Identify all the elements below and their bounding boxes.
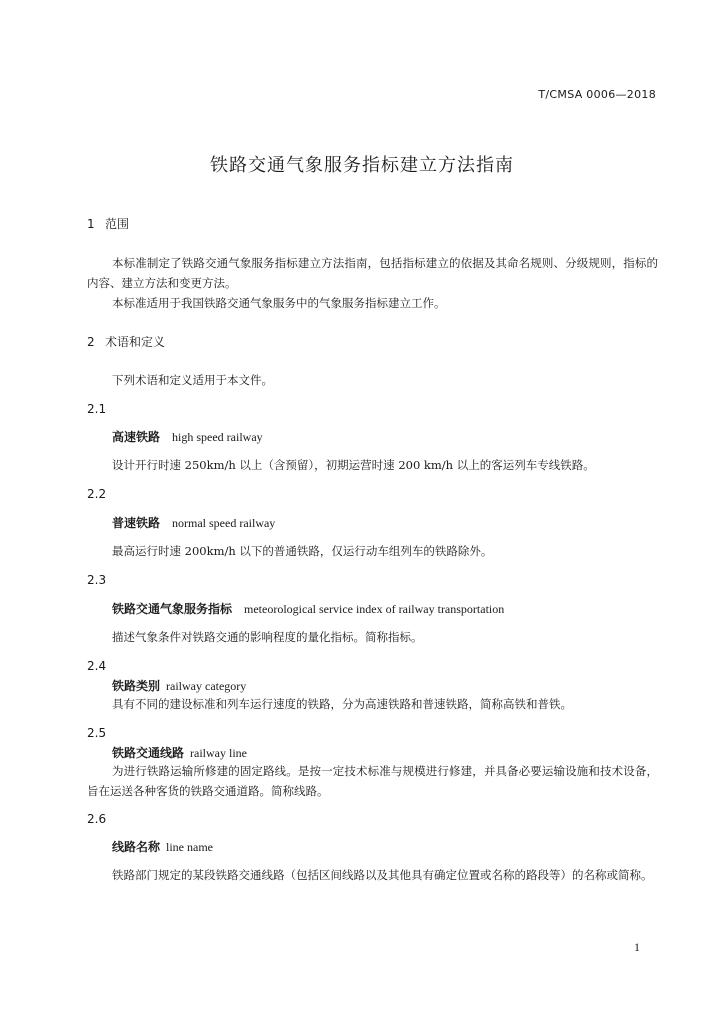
term-english: railway line — [190, 746, 247, 760]
term-english: normal speed railway — [172, 516, 276, 530]
term-chinese: 线路名称 — [112, 840, 161, 854]
term-entry — [112, 428, 263, 445]
term-english: meteorological service index of railway transportation — [244, 602, 505, 616]
clause-number: 2.3 — [87, 573, 107, 587]
document-title: 铁路交通气象服务指标建立方法指南 — [210, 155, 514, 176]
term-entry — [112, 514, 275, 531]
term-english: high speed railway — [172, 430, 263, 444]
standard-code: T/CMSA 0006—2018 — [538, 88, 656, 101]
section-1-paragraph-2: 本标准适用于我国铁路交通气象服务中的气象服务指标建立工作。 — [112, 296, 446, 310]
term-chinese: 高速铁路 — [112, 430, 161, 444]
section-number: 2 — [87, 335, 95, 349]
term-entry — [112, 744, 247, 761]
clause-number: 2.5 — [87, 726, 107, 740]
term-definition: 铁路部门规定的某段铁路交通线路（包括区间线路以及其他具有确定位置或名称的路段等）的名称或简称。 — [112, 868, 653, 882]
term-entry — [112, 600, 504, 617]
term-entry — [112, 677, 246, 694]
section-number: 1 — [87, 217, 95, 231]
section-2-paragraph-1: 下列术语和定义适用于本文件。 — [112, 373, 273, 387]
term-entry — [112, 838, 213, 855]
term-definition: 描述气象条件对铁路交通的影响程度的量化指标。简称指标。 — [112, 630, 423, 644]
section-title: 范围 — [105, 217, 130, 231]
clause-number: 2.6 — [87, 812, 107, 826]
term-chinese: 铁路交通气象服务指标 — [112, 602, 233, 616]
term-definition: 设计开行时速 250km/h 以上（含预留），初期运营时速 200 km/h 以上的客运列车专线铁路。 — [112, 458, 595, 472]
section-title: 术语和定义 — [105, 335, 166, 349]
term-chinese: 普速铁路 — [112, 516, 161, 530]
term-english: line name — [166, 840, 213, 854]
term-definition: 具有不同的建设标准和列车运行速度的铁路，分为高速铁路和普速铁路，简称高铁和普铁。 — [112, 697, 572, 711]
clause-number: 2.1 — [87, 402, 107, 416]
term-definition: 为进行铁路运输所修建的固定路线。是按一定技术标准与规模进行修建，并具备必要运输设施和技术设备，旨在运送各种客货的铁路交通道路。简称线路。 — [87, 764, 658, 798]
term-english: railway category — [166, 679, 247, 693]
term-chinese: 铁路交通线路 — [112, 746, 185, 760]
clause-number: 2.2 — [87, 487, 107, 501]
section-1-paragraph-1: 本标准制定了铁路交通气象服务指标建立方法指南，包括指标建立的依据及其命名规则、分级规则，指标的内容、建立方法和变更方法。 — [87, 256, 658, 290]
section-1-heading — [87, 215, 129, 232]
page-number: 1 — [634, 940, 640, 954]
term-chinese: 铁路类别 — [112, 679, 161, 693]
section-2-heading — [87, 333, 165, 350]
term-definition: 最高运行时速 200km/h 以下的普通铁路，仅运行动车组列车的铁路除外。 — [112, 544, 493, 558]
clause-number: 2.4 — [87, 659, 107, 673]
